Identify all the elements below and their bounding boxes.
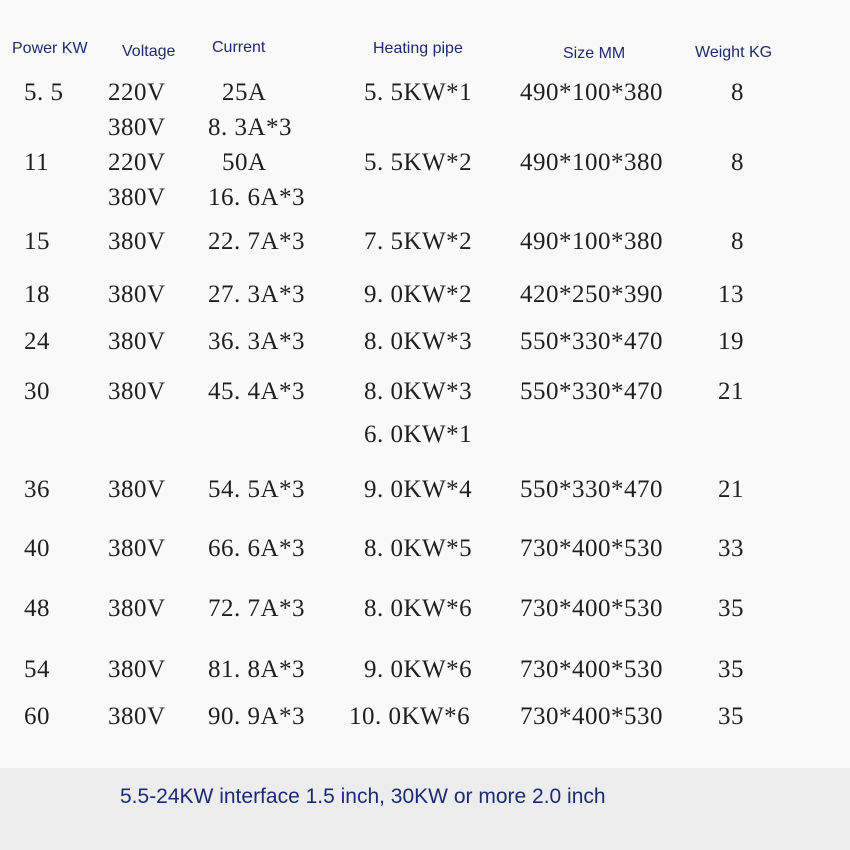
voltage-cell: 380V: [108, 114, 166, 141]
size-cell: 550*330*470: [520, 378, 663, 405]
current-cell: 25A: [222, 79, 267, 106]
current-cell: 81. 8A*3: [208, 656, 306, 683]
current-cell: 22. 7A*3: [208, 228, 306, 255]
power-cell: 18: [24, 281, 50, 308]
power-cell: 60: [24, 703, 50, 730]
voltage-cell: 380V: [108, 595, 166, 622]
size-cell: 730*400*530: [520, 595, 663, 622]
size-cell: 550*330*470: [520, 328, 663, 355]
heating-pipe-cell: 6. 0KW*1: [364, 421, 473, 448]
size-cell: 730*400*530: [520, 656, 663, 683]
power-cell: 36: [24, 476, 50, 503]
heating-pipe-cell: 8. 0KW*3: [364, 378, 473, 405]
voltage-cell: 380V: [108, 535, 166, 562]
header-voltage: Voltage: [122, 43, 176, 60]
heating-pipe-cell: 5. 5KW*2: [364, 149, 473, 176]
power-cell: 5. 5: [24, 79, 64, 106]
heating-pipe-cell: 7. 5KW*2: [364, 228, 473, 255]
power-cell: 11: [24, 149, 50, 176]
weight-cell: 8: [731, 149, 744, 176]
power-cell: 48: [24, 595, 50, 622]
heating-pipe-cell: 8. 0KW*3: [364, 328, 473, 355]
weight-cell: 8: [731, 79, 744, 106]
header-current: Current: [212, 39, 266, 56]
weight-cell: 21: [718, 378, 744, 405]
power-cell: 54: [24, 656, 50, 683]
power-cell: 40: [24, 535, 50, 562]
current-cell: 72. 7A*3: [208, 595, 306, 622]
voltage-cell: 380V: [108, 328, 166, 355]
size-cell: 490*100*380: [520, 228, 663, 255]
current-cell: 54. 5A*3: [208, 476, 306, 503]
power-cell: 30: [24, 378, 50, 405]
voltage-cell: 220V: [108, 149, 166, 176]
footer-band: [0, 768, 850, 850]
heating-pipe-cell: 5. 5KW*1: [364, 79, 473, 106]
heating-pipe-cell: 9. 0KW*6: [364, 656, 473, 683]
weight-cell: 35: [718, 595, 744, 622]
footer-note: 5.5-24KW interface 1.5 inch, 30KW or more 2.0 inch: [120, 785, 606, 808]
size-cell: 490*100*380: [520, 79, 663, 106]
heating-pipe-cell: 9. 0KW*4: [364, 476, 473, 503]
weight-cell: 35: [718, 656, 744, 683]
header-weight: Weight KG: [695, 44, 773, 61]
voltage-cell: 380V: [108, 703, 166, 730]
weight-cell: 21: [718, 476, 744, 503]
voltage-cell: 220V: [108, 79, 166, 106]
size-cell: 420*250*390: [520, 281, 663, 308]
heating-pipe-cell: 10. 0KW*6: [349, 703, 471, 730]
size-cell: 730*400*530: [520, 703, 663, 730]
current-cell: 66. 6A*3: [208, 535, 306, 562]
voltage-cell: 380V: [108, 476, 166, 503]
size-cell: 550*330*470: [520, 476, 663, 503]
current-cell: 8. 3A*3: [208, 114, 293, 141]
voltage-cell: 380V: [108, 184, 166, 211]
size-cell: 490*100*380: [520, 149, 663, 176]
header-power: Power KW: [12, 40, 88, 57]
weight-cell: 33: [718, 535, 744, 562]
voltage-cell: 380V: [108, 378, 166, 405]
header-heating-pipe: Heating pipe: [373, 40, 463, 57]
weight-cell: 19: [718, 328, 744, 355]
power-cell: 24: [24, 328, 50, 355]
current-cell: 16. 6A*3: [208, 184, 306, 211]
heating-pipe-cell: 8. 0KW*6: [364, 595, 473, 622]
voltage-cell: 380V: [108, 281, 166, 308]
weight-cell: 8: [731, 228, 744, 255]
current-cell: 45. 4A*3: [208, 378, 306, 405]
current-cell: 27. 3A*3: [208, 281, 306, 308]
size-cell: 730*400*530: [520, 535, 663, 562]
heating-pipe-cell: 9. 0KW*2: [364, 281, 473, 308]
current-cell: 50A: [222, 149, 267, 176]
voltage-cell: 380V: [108, 656, 166, 683]
current-cell: 36. 3A*3: [208, 328, 306, 355]
current-cell: 90. 9A*3: [208, 703, 306, 730]
header-size: Size MM: [563, 45, 626, 62]
weight-cell: 35: [718, 703, 744, 730]
power-cell: 15: [24, 228, 50, 255]
weight-cell: 13: [718, 281, 744, 308]
voltage-cell: 380V: [108, 228, 166, 255]
heating-pipe-cell: 8. 0KW*5: [364, 535, 473, 562]
